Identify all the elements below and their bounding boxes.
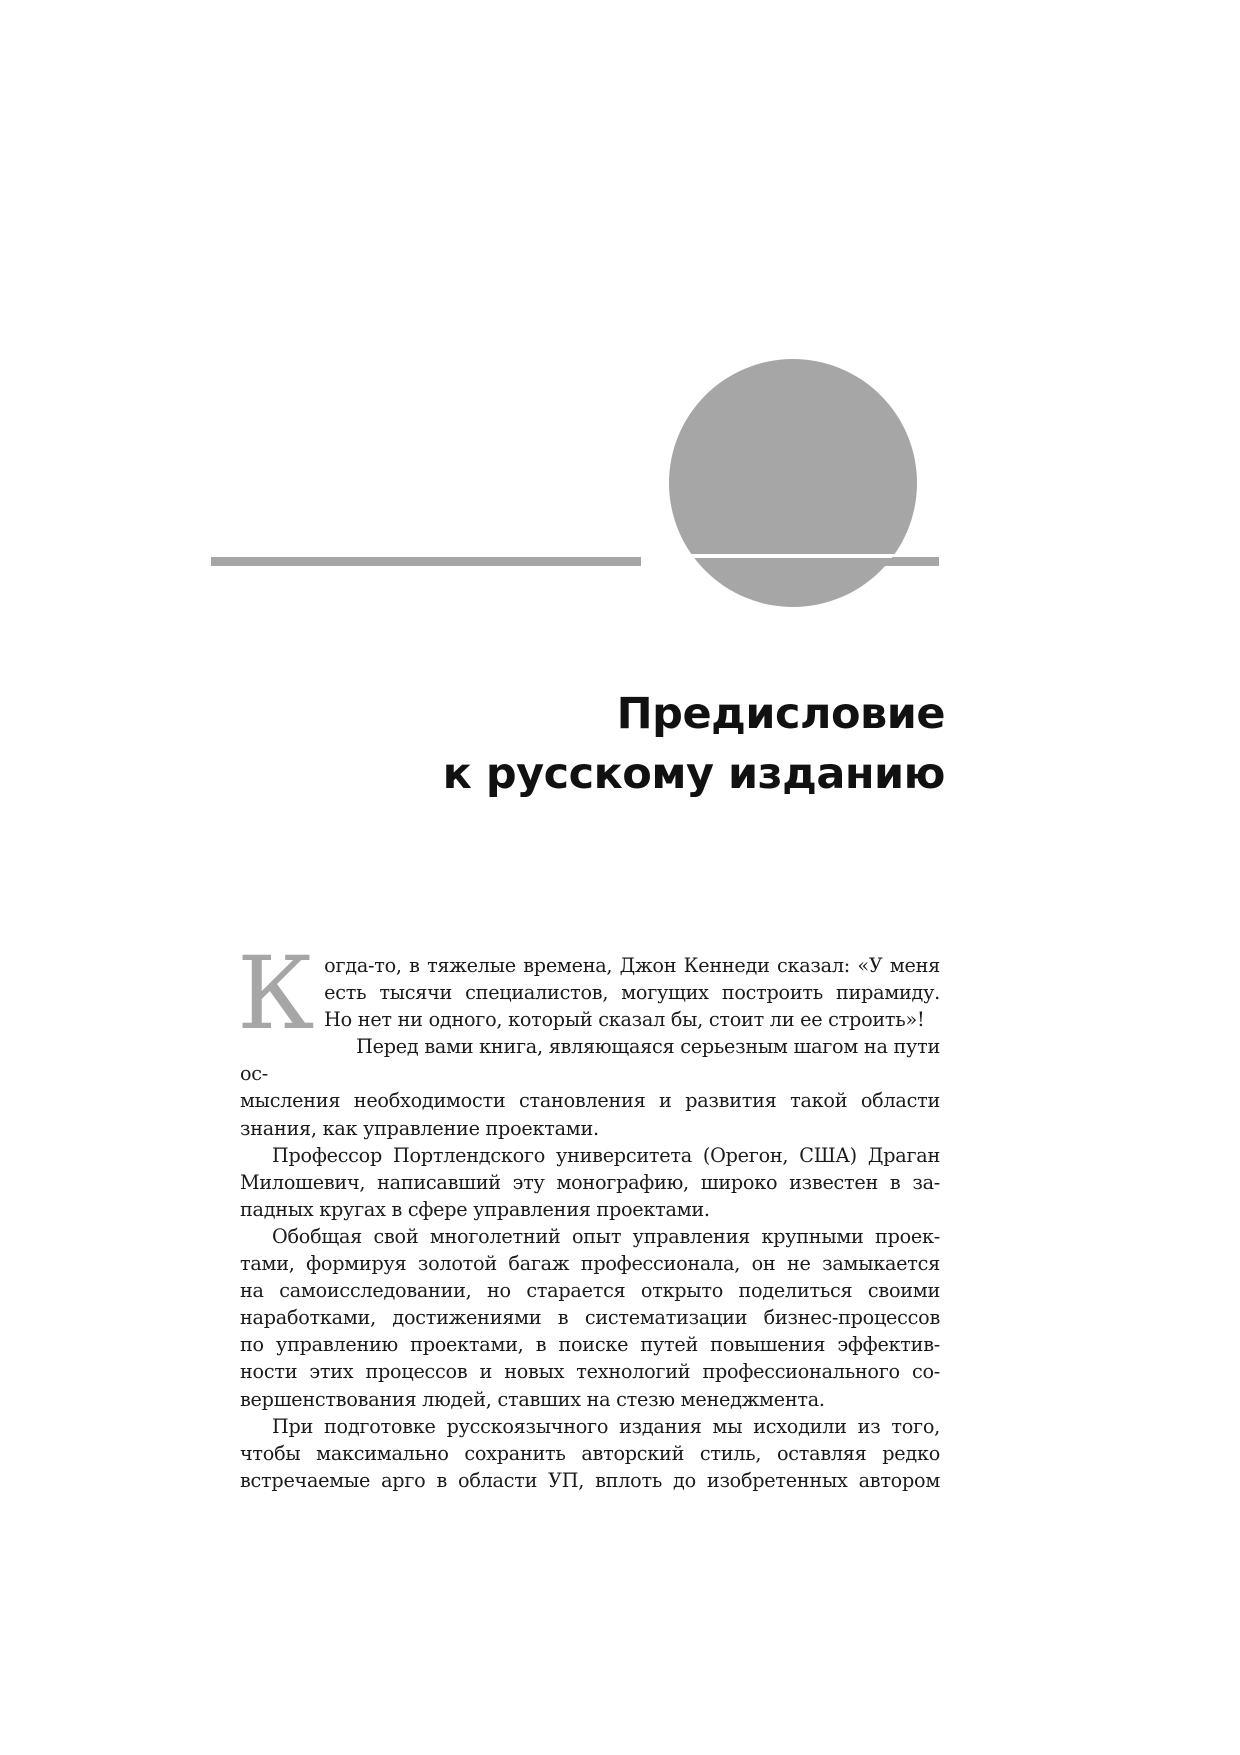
text-line: мысления необходимости становления и развития такой области bbox=[240, 1089, 940, 1113]
ornament-disc bbox=[669, 359, 917, 607]
text-line: огда-то, в тяжелые времена, Джон Кеннеди сказал: «У меня bbox=[324, 954, 940, 977]
text-line: есть тысячи специалистов, могущих построить пирамиду. bbox=[324, 981, 940, 1005]
ornament-rule-left bbox=[211, 557, 641, 566]
text-line: на самоисследовании, но старается открыто поделиться своими bbox=[240, 1279, 940, 1303]
text-line: вершенствования людей, ставших на стезю менеджмента. bbox=[240, 1387, 825, 1411]
text-line: При подготовке русскоязычного издания мы исходили из того, bbox=[272, 1414, 940, 1438]
text-line: Профессор Портлендского университета (Орегон, США) Драган bbox=[272, 1143, 940, 1167]
text-line: по управлению проектами, в поиске путей повышения эффектив- bbox=[240, 1333, 940, 1357]
drop-cap: К bbox=[237, 935, 315, 1052]
text-line: знания, как управление проектами. bbox=[240, 1116, 599, 1140]
chapter-title bbox=[245, 684, 945, 804]
text-line: встречаемые арго в области УП, вплоть до изобретенных автором bbox=[240, 1468, 940, 1492]
paragraph-4 bbox=[240, 1223, 940, 1413]
paragraph-1 bbox=[237, 935, 940, 1052]
text-line: наработками, достижениями в систематизации бизнес-процессов bbox=[240, 1306, 940, 1330]
chapter-title-line-1: Предисловие bbox=[616, 688, 945, 739]
paragraph-5 bbox=[240, 1413, 940, 1494]
text-line: ности этих процессов и новых технологий профессионального со- bbox=[240, 1360, 940, 1384]
text-line: падных кругах в сфере управления проектами. bbox=[240, 1197, 710, 1221]
paragraph-2 bbox=[240, 1033, 940, 1141]
paragraph-3 bbox=[240, 1142, 940, 1223]
ornament-gap bbox=[600, 554, 1000, 558]
text-line: Но нет ни одного, который сказал бы, стоит ли ее строить»! bbox=[324, 1008, 925, 1032]
text-line: чтобы максимально сохранить авторский стиль, оставляя редко bbox=[240, 1441, 940, 1465]
text-line: тами, формируя золотой багаж профессионала, он не замыкается bbox=[240, 1252, 940, 1276]
chapter-ornament bbox=[0, 0, 1240, 620]
text-line: Перед вами книга, являющаяся серьезным шагом на пути ос- bbox=[240, 1035, 940, 1086]
ornament-rule-right bbox=[806, 557, 939, 566]
text-line: Обобщая свой многолетний опыт управления крупными проек- bbox=[272, 1224, 940, 1248]
chapter-title-line-2: к русскому изданию bbox=[442, 748, 945, 799]
text-line: Милошевич, написавший эту монографию, широко известен в за- bbox=[240, 1170, 940, 1194]
body-text bbox=[237, 935, 940, 1494]
